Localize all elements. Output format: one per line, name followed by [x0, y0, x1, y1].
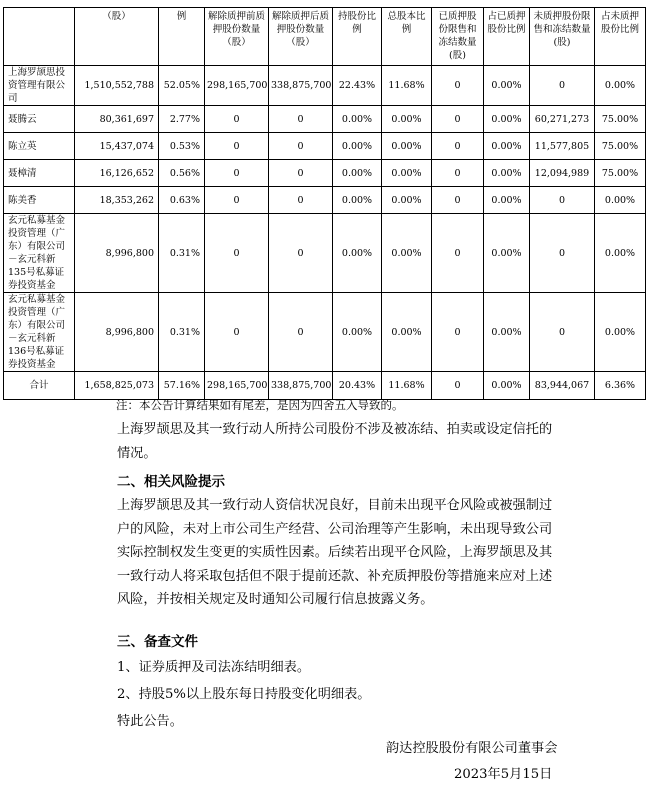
- cell-shares: 18,353,262: [75, 187, 159, 214]
- cell-pledged-pct: 0.00%: [484, 160, 530, 187]
- signature: 韵达控股股份有限公司董事会: [386, 741, 558, 756]
- cell-before: 0: [205, 293, 269, 372]
- section-risk-title: 二、相关风险提示: [117, 474, 225, 490]
- cell-shares: 16,126,652: [75, 160, 159, 187]
- header-cell: [4, 8, 75, 66]
- pledge-table: [3, 7, 646, 400]
- cell-before: 0: [205, 133, 269, 160]
- cell-pledged-pct: 0.00%: [484, 133, 530, 160]
- header-cell: 解除质押前质押股份数量（股）: [205, 8, 269, 66]
- cell-unpledged-frozen: 0: [530, 66, 595, 106]
- cell-name: 聂腾云: [4, 106, 75, 133]
- cell-name: 玄元私募基金投资管理（广东）有限公司－玄元科新136号私募证券投资基金: [4, 293, 75, 372]
- cell-shares: 15,437,074: [75, 133, 159, 160]
- cell-total-ratio: 0.00%: [382, 214, 432, 293]
- cell-after: 0: [269, 214, 333, 293]
- table-footnote: 注：本公告计算结果如有尾差，是因为四舍五入导致的。: [116, 398, 404, 412]
- cell-pledged-frozen: 0: [432, 214, 484, 293]
- cell-ratio: 57.16%: [159, 372, 205, 400]
- table-row: [4, 66, 646, 106]
- cell-after: 0: [269, 187, 333, 214]
- cell-ratio: 0.31%: [159, 293, 205, 372]
- cell-before: 0: [205, 187, 269, 214]
- cell-unpledged-frozen: 12,094,989: [530, 160, 595, 187]
- cell-pledged-pct: 0.00%: [484, 106, 530, 133]
- cell-pledged-pct: 0.00%: [484, 187, 530, 214]
- cell-hold-ratio: 0.00%: [333, 106, 382, 133]
- cell-total-ratio: 0.00%: [382, 293, 432, 372]
- cell-unpledged-pct: 6.36%: [595, 372, 646, 400]
- header-cell: 解除质押后质押股份数量（股）: [269, 8, 333, 66]
- cell-ratio: 0.63%: [159, 187, 205, 214]
- cell-unpledged-pct: 0.00%: [595, 214, 646, 293]
- cell-before: 298,165,700: [205, 372, 269, 400]
- cell-before: 0: [205, 214, 269, 293]
- freeze-statement: 上海罗颉思及其一致行动人所持公司股份不涉及被冻结、拍卖或设定信托的情况。: [117, 422, 553, 461]
- cell-after: 338,875,700: [269, 66, 333, 106]
- cell-hold-ratio: 20.43%: [333, 372, 382, 400]
- cell-after: 0: [269, 133, 333, 160]
- cell-unpledged-pct: 0.00%: [595, 293, 646, 372]
- cell-shares: 80,361,697: [75, 106, 159, 133]
- cell-after: 0: [269, 160, 333, 187]
- header-cell: 总股本比例: [382, 8, 432, 66]
- header-cell: （股）: [75, 8, 159, 66]
- cell-hold-ratio: 0.00%: [333, 160, 382, 187]
- cell-before: 0: [205, 106, 269, 133]
- cell-shares: 8,996,800: [75, 293, 159, 372]
- table-row: [4, 214, 646, 293]
- cell-pledged-frozen: 0: [432, 66, 484, 106]
- cell-pledged-pct: 0.00%: [484, 66, 530, 106]
- cell-name: 合计: [4, 372, 75, 400]
- risk-paragraph: 上海罗颉思及其一致行动人资信状况良好，目前未出现平仓风险或被强制过户的风险，未对上市公司生产经营、公司治理等产生影响，未出现导致公司实际控制权发生变更的实质性因素。后续若出现平仓风险，上海罗颉思及其一致行动人将采取包括但不限于提前还款、补充质押股份等措施来应对上述风险，并按相关规定及时通知公司履行信息披露义务。: [117, 498, 553, 607]
- cell-before: 298,165,700: [205, 66, 269, 106]
- table-row: [4, 293, 646, 372]
- file-item-1: 1、证券质押及司法冻结明细表。: [117, 660, 311, 675]
- cell-pledged-frozen: 0: [432, 106, 484, 133]
- cell-pledged-frozen: 0: [432, 293, 484, 372]
- section-files-title: 三、备查文件: [117, 634, 198, 650]
- cell-hold-ratio: 0.00%: [333, 133, 382, 160]
- cell-unpledged-frozen: 60,271,273: [530, 106, 595, 133]
- cell-unpledged-frozen: 83,944,067: [530, 372, 595, 400]
- cell-name: 上海罗颉思投资管理有限公司: [4, 66, 75, 106]
- table-row: [4, 187, 646, 214]
- total-row: [4, 372, 646, 400]
- cell-shares: 1,510,552,788: [75, 66, 159, 106]
- header-cell: 占已质押股份比例: [484, 8, 530, 66]
- cell-unpledged-pct: 0.00%: [595, 187, 646, 214]
- cell-pledged-pct: 0.00%: [484, 372, 530, 400]
- cell-name: 陈美香: [4, 187, 75, 214]
- file-item-2: 2、持股5%以上股东每日持股变化明细表。: [117, 687, 371, 702]
- cell-unpledged-frozen: 0: [530, 293, 595, 372]
- cell-total-ratio: 11.68%: [382, 66, 432, 106]
- cell-pledged-pct: 0.00%: [484, 214, 530, 293]
- cell-before: 0: [205, 160, 269, 187]
- cell-pledged-frozen: 0: [432, 372, 484, 400]
- cell-total-ratio: 0.00%: [382, 106, 432, 133]
- cell-unpledged-pct: 0.00%: [595, 66, 646, 106]
- cell-hold-ratio: 0.00%: [333, 214, 382, 293]
- date: 2023年5月15日: [454, 767, 553, 782]
- table-header-row: [4, 8, 646, 66]
- header-cell: 已质押股份限售和冻结数量(股): [432, 8, 484, 66]
- cell-after: 0: [269, 106, 333, 133]
- cell-unpledged-frozen: 0: [530, 187, 595, 214]
- cell-ratio: 0.31%: [159, 214, 205, 293]
- cell-ratio: 52.05%: [159, 66, 205, 106]
- cell-total-ratio: 0.00%: [382, 160, 432, 187]
- cell-pledged-pct: 0.00%: [484, 293, 530, 372]
- cell-hold-ratio: 0.00%: [333, 187, 382, 214]
- cell-shares: 8,996,800: [75, 214, 159, 293]
- table-row: [4, 106, 646, 133]
- cell-after: 338,875,700: [269, 372, 333, 400]
- cell-pledged-frozen: 0: [432, 187, 484, 214]
- cell-shares: 1,658,825,073: [75, 372, 159, 400]
- cell-name: 陈立英: [4, 133, 75, 160]
- header-cell: 占未质押股份比例: [595, 8, 646, 66]
- cell-unpledged-pct: 75.00%: [595, 160, 646, 187]
- cell-unpledged-frozen: 11,577,805: [530, 133, 595, 160]
- cell-hold-ratio: 22.43%: [333, 66, 382, 106]
- cell-ratio: 0.53%: [159, 133, 205, 160]
- cell-ratio: 0.56%: [159, 160, 205, 187]
- cell-hold-ratio: 0.00%: [333, 293, 382, 372]
- table-row: [4, 133, 646, 160]
- cell-total-ratio: 0.00%: [382, 187, 432, 214]
- cell-unpledged-pct: 75.00%: [595, 133, 646, 160]
- header-cell: 未质押股份限售和冻结数量(股): [530, 8, 595, 66]
- cell-pledged-frozen: 0: [432, 133, 484, 160]
- cell-after: 0: [269, 293, 333, 372]
- closing-text: 特此公告。: [117, 714, 183, 729]
- table-row: [4, 160, 646, 187]
- header-cell: 持股份比例: [333, 8, 382, 66]
- cell-unpledged-frozen: 0: [530, 214, 595, 293]
- cell-ratio: 2.77%: [159, 106, 205, 133]
- cell-total-ratio: 11.68%: [382, 372, 432, 400]
- cell-pledged-frozen: 0: [432, 160, 484, 187]
- cell-name: 聂樟清: [4, 160, 75, 187]
- cell-name: 玄元私募基金投资管理（广东）有限公司－玄元科新135号私募证券投资基金: [4, 214, 75, 293]
- header-cell: 例: [159, 8, 205, 66]
- cell-total-ratio: 0.00%: [382, 133, 432, 160]
- cell-unpledged-pct: 75.00%: [595, 106, 646, 133]
